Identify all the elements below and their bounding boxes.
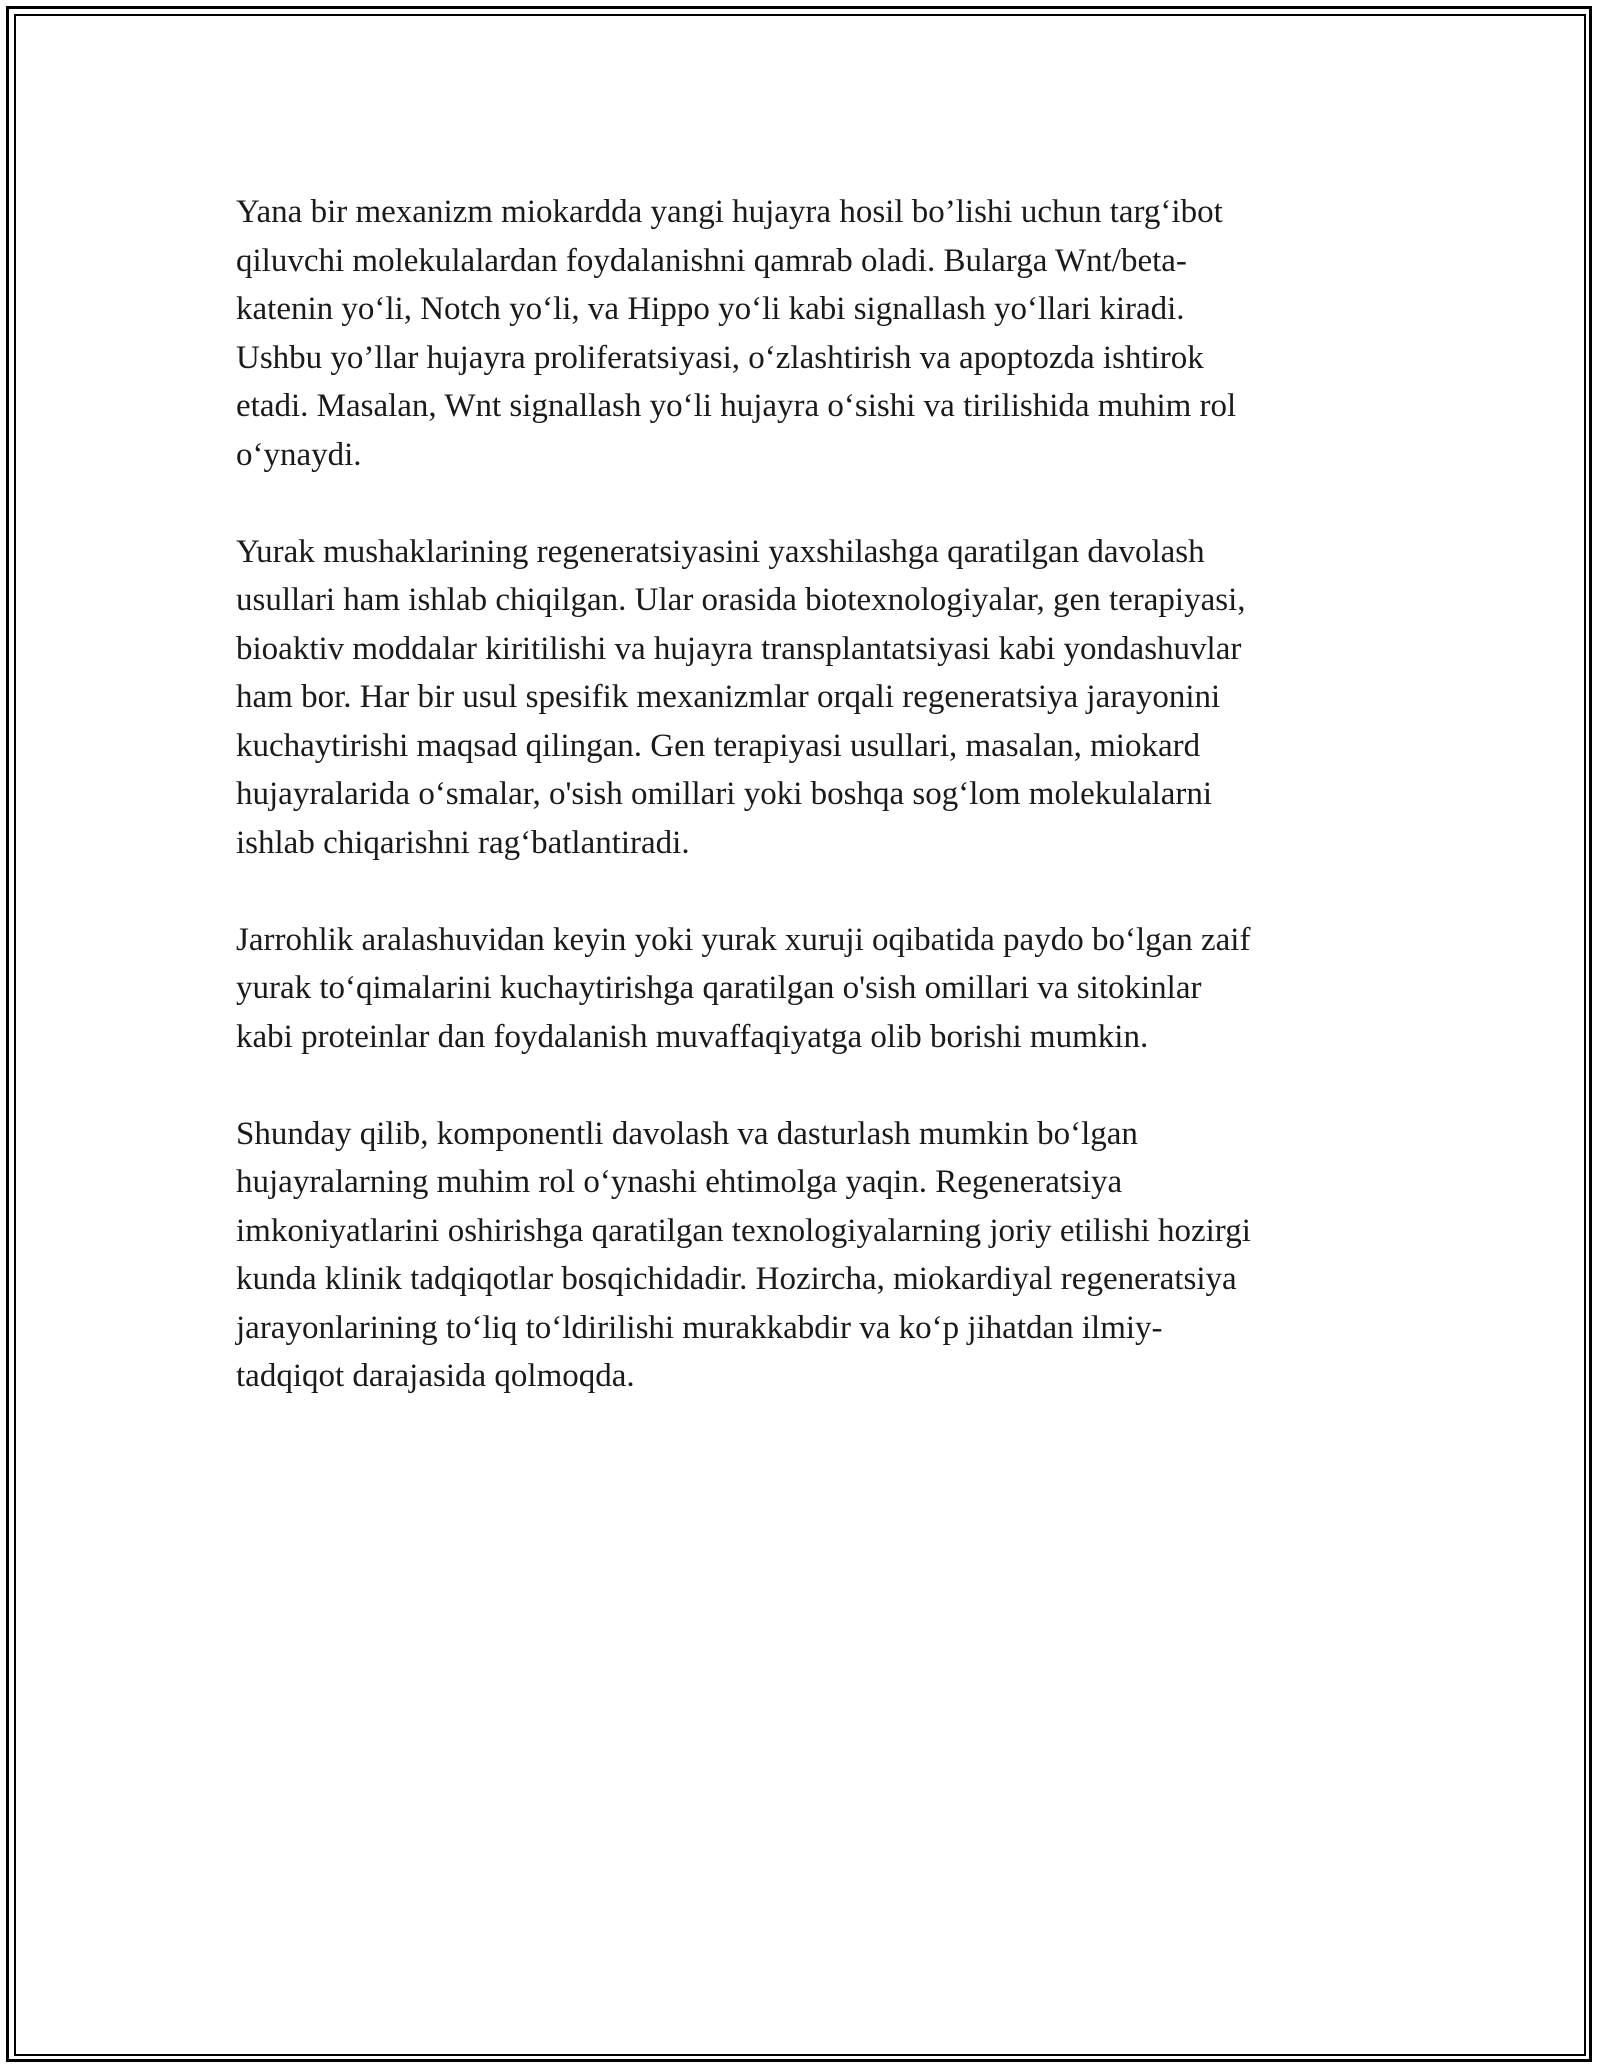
paragraph-1: Yana bir mexanizm miokardda yangi hujayra hosil bo’lishi uchun targ‘ibot qiluvchi molekulalardan foydalanishni qamrab oladi. Bularga Wnt/beta- katenin yo‘li, Notch yo‘li, va Hippo yo‘li kabi signallash yo‘llari kiradi. Ushbu yo’llar hujayra proliferatsiyasi, o‘zlashtirish va apoptozda ishtirok etadi. Masalan, Wnt signallash yo‘li hujayra o‘sishi va tirilishida muhim rol o‘ynaydi. xyxy=(236,194,1237,473)
paragraph-2: Yurak mushaklarining regeneratsiyasini yaxshilashga qaratilgan davolash usullari ham ishlab chiqilgan. Ular orasida biotexnologiyalar, gen terapiyasi, bioaktiv moddalar kiritilishi va hujayra transplantatsiyasi kabi yondashuvlar ham bor. Har bir usul spesifik mexanizmlar orqali regeneratsiya jarayonini kuchaytirishi maqsad qilingan. Gen terapiyasi usullari, masalan, miokard hujayralarida o‘smalar, o'sish omillari yoki boshqa sog‘lom molekulalarni ishlab chiqarishni rag‘batlantiradi. xyxy=(236,533,1246,861)
document-body xyxy=(236,188,1366,1449)
paragraph-4: Shunday qilib, komponentli davolash va dasturlash mumkin bo‘lgan hujayralarning muhim rol o‘ynashi ehtimolga yaqin. Regeneratsiya imkoniyatlarini oshirishga qaratilgan texnologiyalarning joriy etilishi hozirgi kunda klinik tadqiqotlar bosqichidadir. Hozircha, miokardiyal regeneratsiya jarayonlarining to‘liq to‘ldirilishi murakkabdir va ko‘p jihatdan ilmiy- tadqiqot darajasida qolmoqda. xyxy=(236,1115,1251,1394)
paragraph-3: Jarrohlik aralashuvidan keyin yoki yurak xuruji oqibatida paydo bo‘lgan zaif yurak to‘qimalarini kuchaytirishga qaratilgan o'sish omillari va sitokinlar kabi proteinlar dan foydalanish muvaffaqiyatga olib borishi mumkin. xyxy=(236,921,1251,1055)
